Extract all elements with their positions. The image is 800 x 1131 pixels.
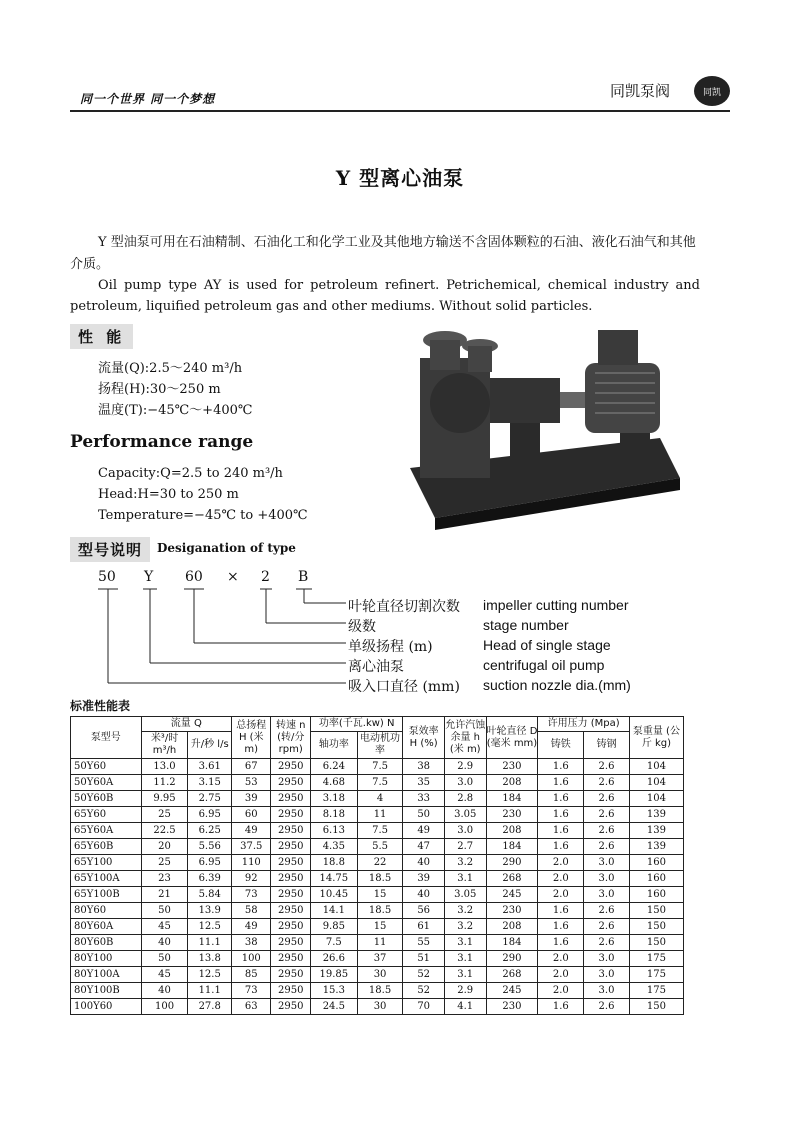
- table-row: [71, 791, 684, 807]
- brand-logo-text: 同凯: [702, 87, 721, 98]
- table-cell: 25: [141, 855, 188, 871]
- table-cell: 100: [141, 999, 188, 1015]
- desig-cn-suction: 吸入口直径 (mm): [348, 679, 460, 695]
- table-cell: 150: [629, 919, 683, 935]
- table-cell: 10.45: [310, 887, 357, 903]
- table-cell: 5.5: [357, 839, 403, 855]
- table-cell: 4.35: [310, 839, 357, 855]
- table-row: [71, 999, 684, 1015]
- designation-diagram: [70, 565, 710, 695]
- table-cell: 2.9: [444, 759, 486, 775]
- table-cell: 4: [357, 791, 403, 807]
- table-cell: 2.7: [444, 839, 486, 855]
- table-cell: 15: [357, 919, 403, 935]
- table-cell: 2950: [271, 919, 310, 935]
- table-cell: 3.0: [584, 983, 630, 999]
- table-row: [71, 807, 684, 823]
- table-cell: 67: [232, 759, 271, 775]
- table-row: [71, 775, 684, 791]
- table-cell: 3.0: [444, 775, 486, 791]
- table-cell-model: 65Y100B: [71, 887, 142, 903]
- table-cell-model: 80Y60A: [71, 919, 142, 935]
- table-cell: 30: [357, 999, 403, 1015]
- table-cell: 160: [629, 855, 683, 871]
- table-cell: 2.9: [444, 983, 486, 999]
- table-cell: 3.1: [444, 967, 486, 983]
- code-stage: 2: [261, 569, 270, 585]
- table-cell: 6.95: [188, 855, 232, 871]
- table-cell: 63: [232, 999, 271, 1015]
- table-cell: 2.6: [584, 999, 630, 1015]
- desig-cn-stage: 级数: [348, 619, 376, 635]
- table-cell: 52: [403, 967, 445, 983]
- table-cell: 49: [232, 919, 271, 935]
- table-cell: 3.2: [444, 903, 486, 919]
- table-cell: 2.6: [584, 919, 630, 935]
- table-cell: 40: [141, 983, 188, 999]
- table-cell: 2.6: [584, 935, 630, 951]
- table-cell-model: 65Y60: [71, 807, 142, 823]
- th-shaft-power: 轴功率: [310, 732, 357, 759]
- table-cell: 3.18: [310, 791, 357, 807]
- table-cell: 208: [486, 919, 538, 935]
- table-cell: 56: [403, 903, 445, 919]
- performance-table: [70, 716, 684, 1015]
- table-cell: 110: [232, 855, 271, 871]
- table-cell: 3.2: [444, 855, 486, 871]
- table-cell: 4.68: [310, 775, 357, 791]
- table-cell: 2.0: [538, 871, 584, 887]
- table-cell: 4.1: [444, 999, 486, 1015]
- desig-en-cutting: impeller cutting number: [483, 597, 629, 613]
- table-cell: 12.5: [188, 967, 232, 983]
- table-cell: 55: [403, 935, 445, 951]
- spec-flow-cn: 流量(Q):2.5～240 m³/h: [98, 361, 243, 376]
- table-cell: 6.24: [310, 759, 357, 775]
- table-cell: 39: [232, 791, 271, 807]
- table-cell: 24.5: [310, 999, 357, 1015]
- table-cell: 15: [357, 887, 403, 903]
- table-cell: 150: [629, 903, 683, 919]
- table-cell-model: 50Y60: [71, 759, 142, 775]
- desig-en-stage: stage number: [483, 617, 569, 633]
- table-cell: 6.25: [188, 823, 232, 839]
- table-cell: 40: [403, 855, 445, 871]
- table-cell: 2950: [271, 791, 310, 807]
- table-cell-model: 65Y60A: [71, 823, 142, 839]
- table-cell: 11: [357, 935, 403, 951]
- table-cell: 37.5: [232, 839, 271, 855]
- specs-chinese: [98, 358, 252, 421]
- table-cell: 3.0: [584, 967, 630, 983]
- table-cell: 104: [629, 791, 683, 807]
- table-cell: 2.0: [538, 967, 584, 983]
- table-cell: 3.1: [444, 951, 486, 967]
- table-cell: 2.8: [444, 791, 486, 807]
- table-row: [71, 823, 684, 839]
- th-motor-power: 电动机功率: [357, 732, 403, 759]
- table-cell: 50: [403, 807, 445, 823]
- table-cell: 22.5: [141, 823, 188, 839]
- table-cell: 50: [141, 951, 188, 967]
- table-cell: 3.1: [444, 935, 486, 951]
- table-cell: 268: [486, 871, 538, 887]
- table-cell: 7.5: [357, 759, 403, 775]
- table-cell-model: 50Y60A: [71, 775, 142, 791]
- table-cell: 18.5: [357, 903, 403, 919]
- table-cell: 150: [629, 935, 683, 951]
- code-head: 60: [185, 569, 203, 585]
- code-type: Y: [144, 569, 154, 585]
- section-designation-cn: 型号说明: [70, 537, 150, 562]
- table-cell-model: 50Y60B: [71, 791, 142, 807]
- table-cell: 2950: [271, 855, 310, 871]
- table-cell: 1.6: [538, 791, 584, 807]
- code-cutting: B: [298, 569, 309, 585]
- table-cell: 2950: [271, 823, 310, 839]
- table-cell: 175: [629, 951, 683, 967]
- table-cell: 184: [486, 935, 538, 951]
- table-cell: 3.0: [584, 855, 630, 871]
- table-cell: 1.6: [538, 919, 584, 935]
- desig-en-head: Head of single stage: [483, 637, 611, 653]
- table-cell-model: 65Y60B: [71, 839, 142, 855]
- table-cell: 3.0: [444, 823, 486, 839]
- table-cell: 104: [629, 759, 683, 775]
- table-cell-model: 80Y60: [71, 903, 142, 919]
- table-cell: 290: [486, 951, 538, 967]
- table-cell: 230: [486, 807, 538, 823]
- table-cell: 2950: [271, 807, 310, 823]
- table-cell: 20: [141, 839, 188, 855]
- table-row: [71, 839, 684, 855]
- table-cell: 1.6: [538, 935, 584, 951]
- table-cell: 85: [232, 967, 271, 983]
- table-cell-model: 100Y60: [71, 999, 142, 1015]
- table-row: [71, 951, 684, 967]
- table-cell: 160: [629, 887, 683, 903]
- code-suction: 50: [98, 569, 116, 585]
- table-cell: 2.6: [584, 823, 630, 839]
- table-cell: 245: [486, 983, 538, 999]
- table-cell: 2950: [271, 983, 310, 999]
- table-body: [71, 759, 684, 1015]
- spec-capacity-en: Capacity:Q=2.5 to 240 m³/h: [98, 466, 283, 481]
- table-cell: 2950: [271, 839, 310, 855]
- th-speed: 转速 n (转/分 rpm): [271, 717, 310, 759]
- table-cell: 184: [486, 791, 538, 807]
- table-cell: 1.6: [538, 759, 584, 775]
- th-power: 功率(千瓦.kw) N: [310, 717, 402, 732]
- table-cell: 175: [629, 967, 683, 983]
- desig-cn-head: 单级扬程 (m): [348, 639, 433, 655]
- brand-logo: [694, 76, 730, 106]
- table-title: 标准性能表: [70, 699, 131, 713]
- table-cell: 230: [486, 999, 538, 1015]
- table-row: [71, 759, 684, 775]
- table-cell: 40: [141, 935, 188, 951]
- code-times: ×: [227, 569, 239, 585]
- table-cell: 1.6: [538, 823, 584, 839]
- table-cell: 2950: [271, 903, 310, 919]
- pump-photo: [390, 318, 690, 530]
- table-cell: 160: [629, 871, 683, 887]
- table-cell: 2.6: [584, 903, 630, 919]
- table-cell: 100: [232, 951, 271, 967]
- section-performance-cn: 性 能: [70, 324, 133, 349]
- table-cell: 11.2: [141, 775, 188, 791]
- table-row: [71, 887, 684, 903]
- table-cell: 50: [141, 903, 188, 919]
- table-row: [71, 935, 684, 951]
- table-cell: 12.5: [188, 919, 232, 935]
- spec-temp-cn: 温度(T):−45℃～+400℃: [98, 403, 253, 418]
- table-cell: 2950: [271, 951, 310, 967]
- table-cell: 21: [141, 887, 188, 903]
- table-cell: 73: [232, 887, 271, 903]
- table-cell-model: 80Y100B: [71, 983, 142, 999]
- table-cell: 139: [629, 823, 683, 839]
- table-cell: 7.5: [357, 823, 403, 839]
- table-cell-model: 65Y100A: [71, 871, 142, 887]
- table-cell: 11: [357, 807, 403, 823]
- table-cell: 45: [141, 919, 188, 935]
- table-cell: 3.05: [444, 887, 486, 903]
- table-cell: 175: [629, 983, 683, 999]
- table-cell: 2.0: [538, 855, 584, 871]
- table-cell: 2950: [271, 999, 310, 1015]
- table-cell: 3.15: [188, 775, 232, 791]
- th-impeller: 叶轮直径 D (毫米 mm): [486, 717, 538, 759]
- th-flow: 流量 Q: [141, 717, 231, 732]
- table-cell: 13.0: [141, 759, 188, 775]
- table-cell: 6.13: [310, 823, 357, 839]
- table-cell: 11.1: [188, 935, 232, 951]
- table-cell: 230: [486, 759, 538, 775]
- table-cell-model: 80Y100: [71, 951, 142, 967]
- table-cell: 33: [403, 791, 445, 807]
- table-cell: 70: [403, 999, 445, 1015]
- header-slogan: 同一个世界 同一个梦想: [80, 92, 216, 106]
- page-header: [70, 76, 730, 112]
- table-cell: 47: [403, 839, 445, 855]
- table-row: [71, 855, 684, 871]
- table-cell: 3.0: [584, 887, 630, 903]
- table-row: [71, 903, 684, 919]
- table-cell: 2.6: [584, 775, 630, 791]
- table-cell: 19.85: [310, 967, 357, 983]
- table-cell: 23: [141, 871, 188, 887]
- table-cell: 25: [141, 807, 188, 823]
- table-cell: 139: [629, 839, 683, 855]
- table-cell: 150: [629, 999, 683, 1015]
- table-cell: 15.3: [310, 983, 357, 999]
- desig-en-centrifugal: centrifugal oil pump: [483, 657, 605, 673]
- table-cell-model: 80Y60B: [71, 935, 142, 951]
- spec-head-en: Head:H=30 to 250 m: [98, 487, 239, 502]
- table-cell: 38: [232, 935, 271, 951]
- th-model: 泵型号: [71, 717, 142, 759]
- th-efficiency: 泵效率 H (%): [403, 717, 445, 759]
- table-cell: 8.18: [310, 807, 357, 823]
- table-cell: 9.85: [310, 919, 357, 935]
- specs-english: [98, 463, 308, 526]
- th-pressure: 许用压力 (Mpa): [538, 717, 629, 732]
- table-cell: 1.6: [538, 807, 584, 823]
- table-cell: 37: [357, 951, 403, 967]
- th-cast-steel: 铸钢: [584, 732, 630, 759]
- table-row: [71, 919, 684, 935]
- table-cell: 208: [486, 823, 538, 839]
- table-cell: 18.8: [310, 855, 357, 871]
- table-cell: 49: [403, 823, 445, 839]
- table-cell: 7.5: [310, 935, 357, 951]
- table-cell: 35: [403, 775, 445, 791]
- table-cell: 2950: [271, 887, 310, 903]
- table-cell: 18.5: [357, 871, 403, 887]
- desig-cn-cutting: 叶轮直径切割次数: [348, 599, 460, 615]
- table-cell: 2.6: [584, 759, 630, 775]
- table-row: [71, 983, 684, 999]
- table-cell: 22: [357, 855, 403, 871]
- table-cell: 290: [486, 855, 538, 871]
- table-cell: 2.6: [584, 839, 630, 855]
- table-cell: 3.0: [584, 951, 630, 967]
- table-cell: 1.6: [538, 999, 584, 1015]
- table-cell: 3.0: [584, 871, 630, 887]
- table-cell: 2.6: [584, 791, 630, 807]
- intro-english: Oil pump type AY is used for petroleum refinert. Petrichemical, chemical industry and petroleum, liquified petroleum gas and other mediums. Without solid particles.: [70, 278, 700, 314]
- table-cell: 73: [232, 983, 271, 999]
- table-cell: 2950: [271, 871, 310, 887]
- table-cell: 268: [486, 967, 538, 983]
- section-designation-en: Desiganation of type: [157, 541, 296, 555]
- table-cell: 9.95: [141, 791, 188, 807]
- table-cell: 3.2: [444, 919, 486, 935]
- table-cell: 5.56: [188, 839, 232, 855]
- table-row: [71, 871, 684, 887]
- table-cell: 230: [486, 903, 538, 919]
- table-cell: 1.6: [538, 839, 584, 855]
- table-cell: 1.6: [538, 903, 584, 919]
- table-cell: 13.8: [188, 951, 232, 967]
- table-cell: 18.5: [357, 983, 403, 999]
- th-weight: 泵重量 (公斤 kg): [629, 717, 683, 759]
- table-cell: 60: [232, 807, 271, 823]
- desig-en-suction: suction nozzle dia.(mm): [483, 677, 631, 693]
- table-cell: 14.1: [310, 903, 357, 919]
- table-cell: 2.0: [538, 887, 584, 903]
- intro-chinese: Y 型油泵可用在石油精制、石油化工和化学工业及其他地方输送不含固体颗粒的石油、液化石油气和其他介质。: [70, 235, 696, 272]
- table-cell: 2950: [271, 967, 310, 983]
- table-cell: 5.84: [188, 887, 232, 903]
- table-cell: 2950: [271, 759, 310, 775]
- table-cell: 58: [232, 903, 271, 919]
- table-cell: 40: [403, 887, 445, 903]
- table-cell: 2.0: [538, 951, 584, 967]
- th-flow-m3h: 米³/时 m³/h: [141, 732, 188, 759]
- table-cell: 27.8: [188, 999, 232, 1015]
- spec-temp-en: Temperature=−45℃ to +400℃: [98, 508, 308, 523]
- table-cell-model: 65Y100: [71, 855, 142, 871]
- th-cast-iron: 铸铁: [538, 732, 584, 759]
- table-cell: 49: [232, 823, 271, 839]
- table-cell: 7.5: [357, 775, 403, 791]
- table-cell: 184: [486, 839, 538, 855]
- table-cell: 6.95: [188, 807, 232, 823]
- brand-name: 同凯泵阀: [609, 82, 670, 100]
- table-cell: 208: [486, 775, 538, 791]
- table-cell: 6.39: [188, 871, 232, 887]
- table-cell: 3.61: [188, 759, 232, 775]
- th-npsh: 允许汽蚀余量 h (米 m): [444, 717, 486, 759]
- table-cell: 26.6: [310, 951, 357, 967]
- desig-cn-centrifugal: 离心油泵: [348, 659, 404, 675]
- table-cell: 2.0: [538, 983, 584, 999]
- table-cell: 45: [141, 967, 188, 983]
- table-cell: 39: [403, 871, 445, 887]
- table-cell: 104: [629, 775, 683, 791]
- table-row: [71, 967, 684, 983]
- table-cell: 92: [232, 871, 271, 887]
- table-cell: 53: [232, 775, 271, 791]
- table-cell: 3.1: [444, 871, 486, 887]
- th-flow-ls: 升/秒 l/s: [188, 732, 232, 759]
- spec-head-cn: 扬程(H):30～250 m: [98, 382, 221, 397]
- table-cell: 38: [403, 759, 445, 775]
- table-cell: 2.75: [188, 791, 232, 807]
- table-cell: 2950: [271, 775, 310, 791]
- table-cell: 3.05: [444, 807, 486, 823]
- table-cell: 61: [403, 919, 445, 935]
- th-head: 总扬程 H (米 m): [232, 717, 271, 759]
- section-performance-en: Performance range: [70, 432, 254, 452]
- table-cell: 13.9: [188, 903, 232, 919]
- page-title: Y 型离心油泵: [335, 166, 465, 190]
- table-cell: 30: [357, 967, 403, 983]
- table-cell: 139: [629, 807, 683, 823]
- table-cell: 51: [403, 951, 445, 967]
- table-cell: 1.6: [538, 775, 584, 791]
- table-cell: 52: [403, 983, 445, 999]
- table-cell-model: 80Y100A: [71, 967, 142, 983]
- table-cell: 245: [486, 887, 538, 903]
- table-cell: 2.6: [584, 807, 630, 823]
- table-cell: 11.1: [188, 983, 232, 999]
- table-cell: 14.75: [310, 871, 357, 887]
- table-cell: 2950: [271, 935, 310, 951]
